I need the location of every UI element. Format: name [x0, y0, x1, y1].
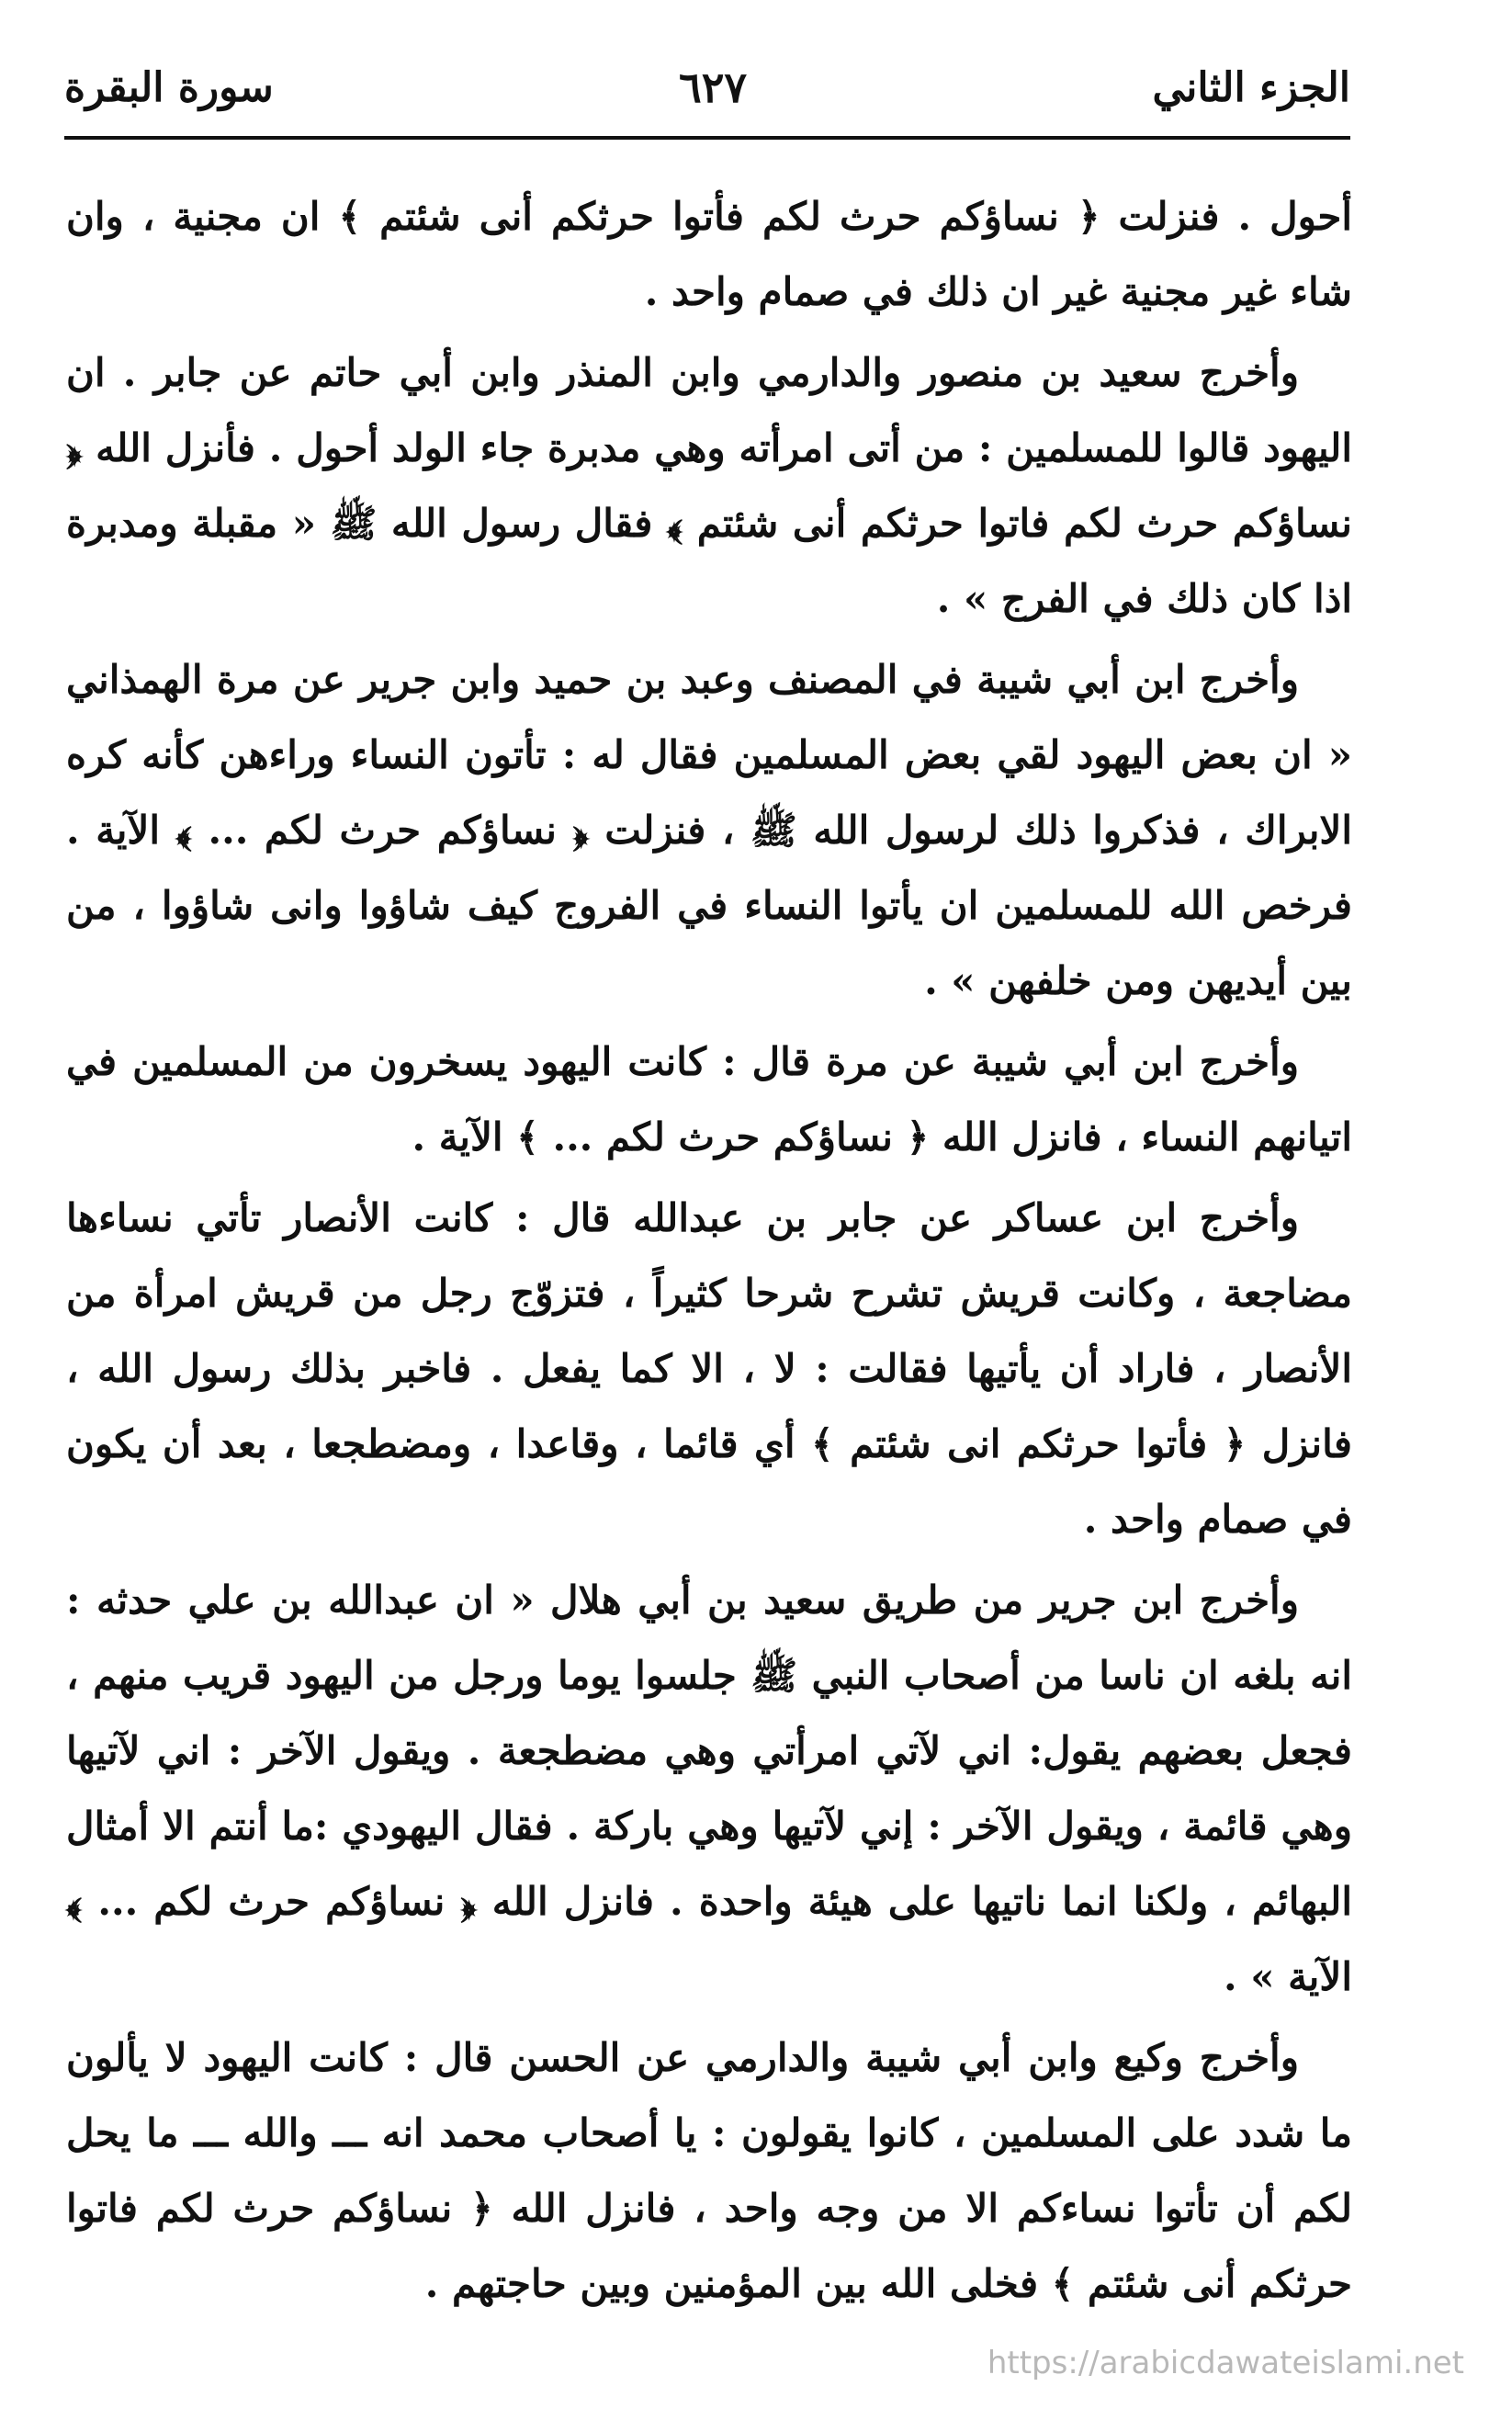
- page-number: ٦٢٧: [679, 62, 748, 112]
- paragraph: وأخرج سعيد بن منصور والدارمي وابن المنذر وابن أبي حاتم عن جابر . ان اليهود قالوا للمسلمين : من أتى امرأته وهي مدبرة جاء الولد أحول . فأنزل الله ﴿ نساؤكم حرث لكم فاتوا حرثكم أنى شئتم ﴾ فقال رسول الله ﷺ « مقبلة ومدبرة اذا كان ذلك في الفرج » .: [66, 350, 1352, 621]
- header-divider: [64, 136, 1350, 140]
- watermark-url: https://arabicdawateislami.net: [987, 2345, 1464, 2381]
- part-title: الجزء الثاني: [1152, 63, 1350, 111]
- paragraph: وأخرج ابن أبي شيبة عن مرة قال : كانت اليهود يسخرون من المسلمين في اتيانهم النساء ، فانزل الله ﴿ نساؤكم حرث لكم ... ﴾ الآية .: [66, 1039, 1352, 1159]
- page-header: [64, 46, 1350, 129]
- paragraph: وأخرج ابن عساكر عن جابر بن عبدالله قال : كانت الأنصار تأتي نساءها مضاجعة ، وكانت قريش تشرح شرحا كثيراً ، فتزوّج رجل من قريش امرأة من الأنصار ، فاراد أن يأتيها فقالت : لا ، الا كما يفعل . فاخبر بذلك رسول الله ، فانزل ﴿ فأتوا حرثكم انى شئتم ﴾ أي قائما ، وقاعدا ، ومضطجعا ، بعد أن يكون في صمام واحد .: [66, 1195, 1352, 1542]
- paragraph: وأخرج وكيع وابن أبي شيبة والدارمي عن الحسن قال : كانت اليهود لا يألون ما شدد على المسلمين ، كانوا يقولون : يا أصحاب محمد انه ـــ والله ـــ ما يحل لكم أن تأتوا نساءكم الا من وجه واحد ، فانزل الله ﴿ نساؤكم حرث لكم فاتوا حرثكم أنى شئتم ﴾ فخلى الله بين المؤمنين وبين حاجتهم .: [66, 2035, 1352, 2306]
- paragraph: وأخرج ابن أبي شيبة في المصنف وعبد بن حميد وابن جرير عن مرة الهمذاني « ان بعض اليهود لقي بعض المسلمين فقال له : تأتون النساء وراءهن كأنه كره الابراك ، فذكروا ذلك لرسول الله ﷺ ، فنزلت ﴿ نساؤكم حرث لكم ... ﴾ الآية . فرخص الله للمسلمين ان يأتوا النساء في الفروج كيف شاؤوا وانى شاؤوا ، من بين أيديهن ومن خلفهن » .: [66, 657, 1352, 1003]
- body-text: [66, 179, 1352, 2327]
- surah-title: سورة البقرة: [64, 63, 274, 111]
- paragraph: أحول . فنزلت ﴿ نساؤكم حرث لكم فأتوا حرثكم أنى شئتم ﴾ ان مجنية ، وان شاء غير مجنية غير ان ذلك في صمام واحد .: [66, 194, 1352, 314]
- paragraph: وأخرج ابن جرير من طريق سعيد بن أبي هلال « ان عبدالله بن علي حدثه : انه بلغه ان ناسا من أصحاب النبي ﷺ جلسوا يوما ورجل من اليهود قريب منهم ، فجعل بعضهم يقول: اني لآتي امرأتي وهي مضطجعة . ويقول الآخر : اني لآتيها وهي قائمة ، ويقول الآخر : إني لآتيها وهي باركة . فقال اليهودي :ما أنتم الا أمثال البهائم ، ولكنا انما ناتيها على هيئة واحدة . فانزل الله ﴿ نساؤكم حرث لكم ... ﴾ الآية » .: [66, 1578, 1352, 1999]
